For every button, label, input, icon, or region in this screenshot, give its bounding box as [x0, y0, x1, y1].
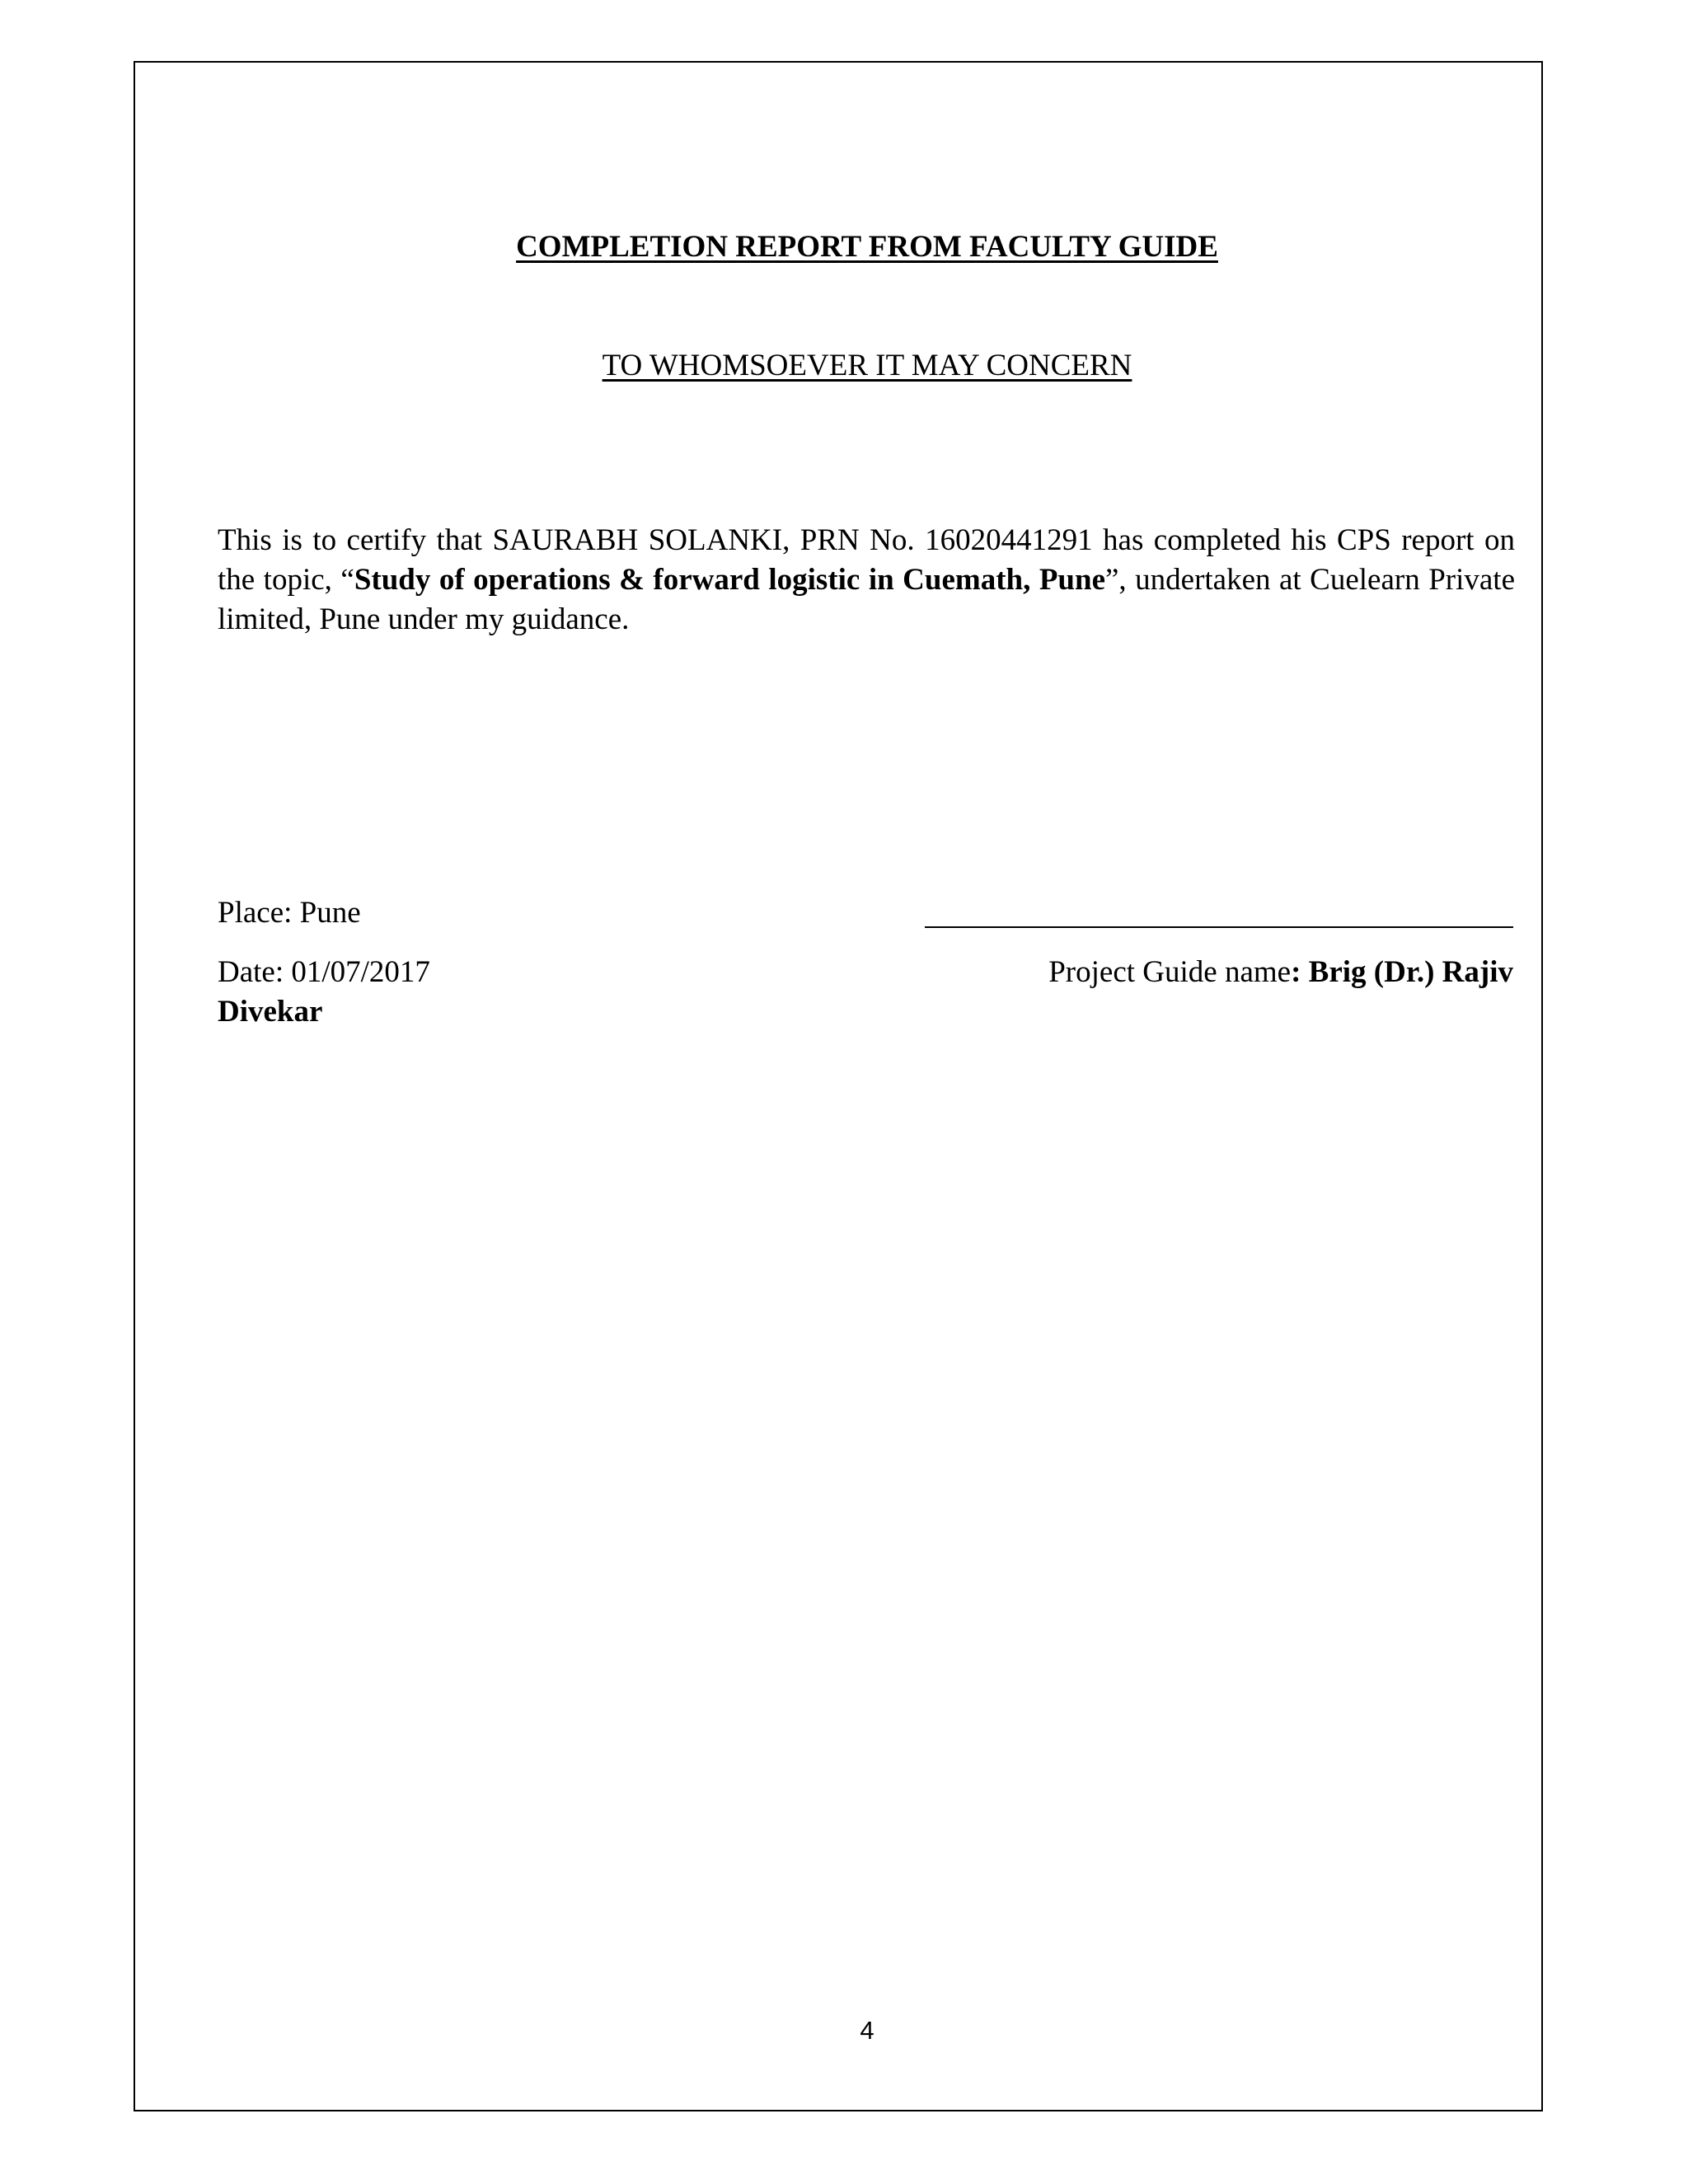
- certification-text-end: ”, undertaken at Cuelearn Private limited, Pune under my guidance.: [218, 563, 1515, 636]
- document-title: COMPLETION REPORT FROM FACULTY GUIDE: [516, 230, 1218, 264]
- place-field: Place: Pune: [218, 896, 361, 930]
- project-guide-field: [1048, 953, 1513, 992]
- date-field: Date: 01/07/2017: [218, 955, 430, 989]
- project-guide-name: : Brig (Dr.) Rajiv: [1291, 955, 1513, 989]
- report-topic: Study of operations & forward logistic in Cuemath, Pune: [354, 563, 1105, 597]
- page-number: 4: [860, 2016, 874, 2045]
- certification-paragraph: [218, 521, 1515, 640]
- certification-text-start: This is to certify that SAURABH SOLANKI, PRN No. 16020441291 has completed his CPS report on the topic, “: [218, 523, 1515, 597]
- document-subtitle: TO WHOMSOEVER IT MAY CONCERN: [602, 349, 1132, 382]
- project-guide-label: Project Guide name: [1048, 955, 1292, 989]
- project-guide-name-continued: Divekar: [218, 995, 323, 1029]
- signature-line: [925, 926, 1513, 928]
